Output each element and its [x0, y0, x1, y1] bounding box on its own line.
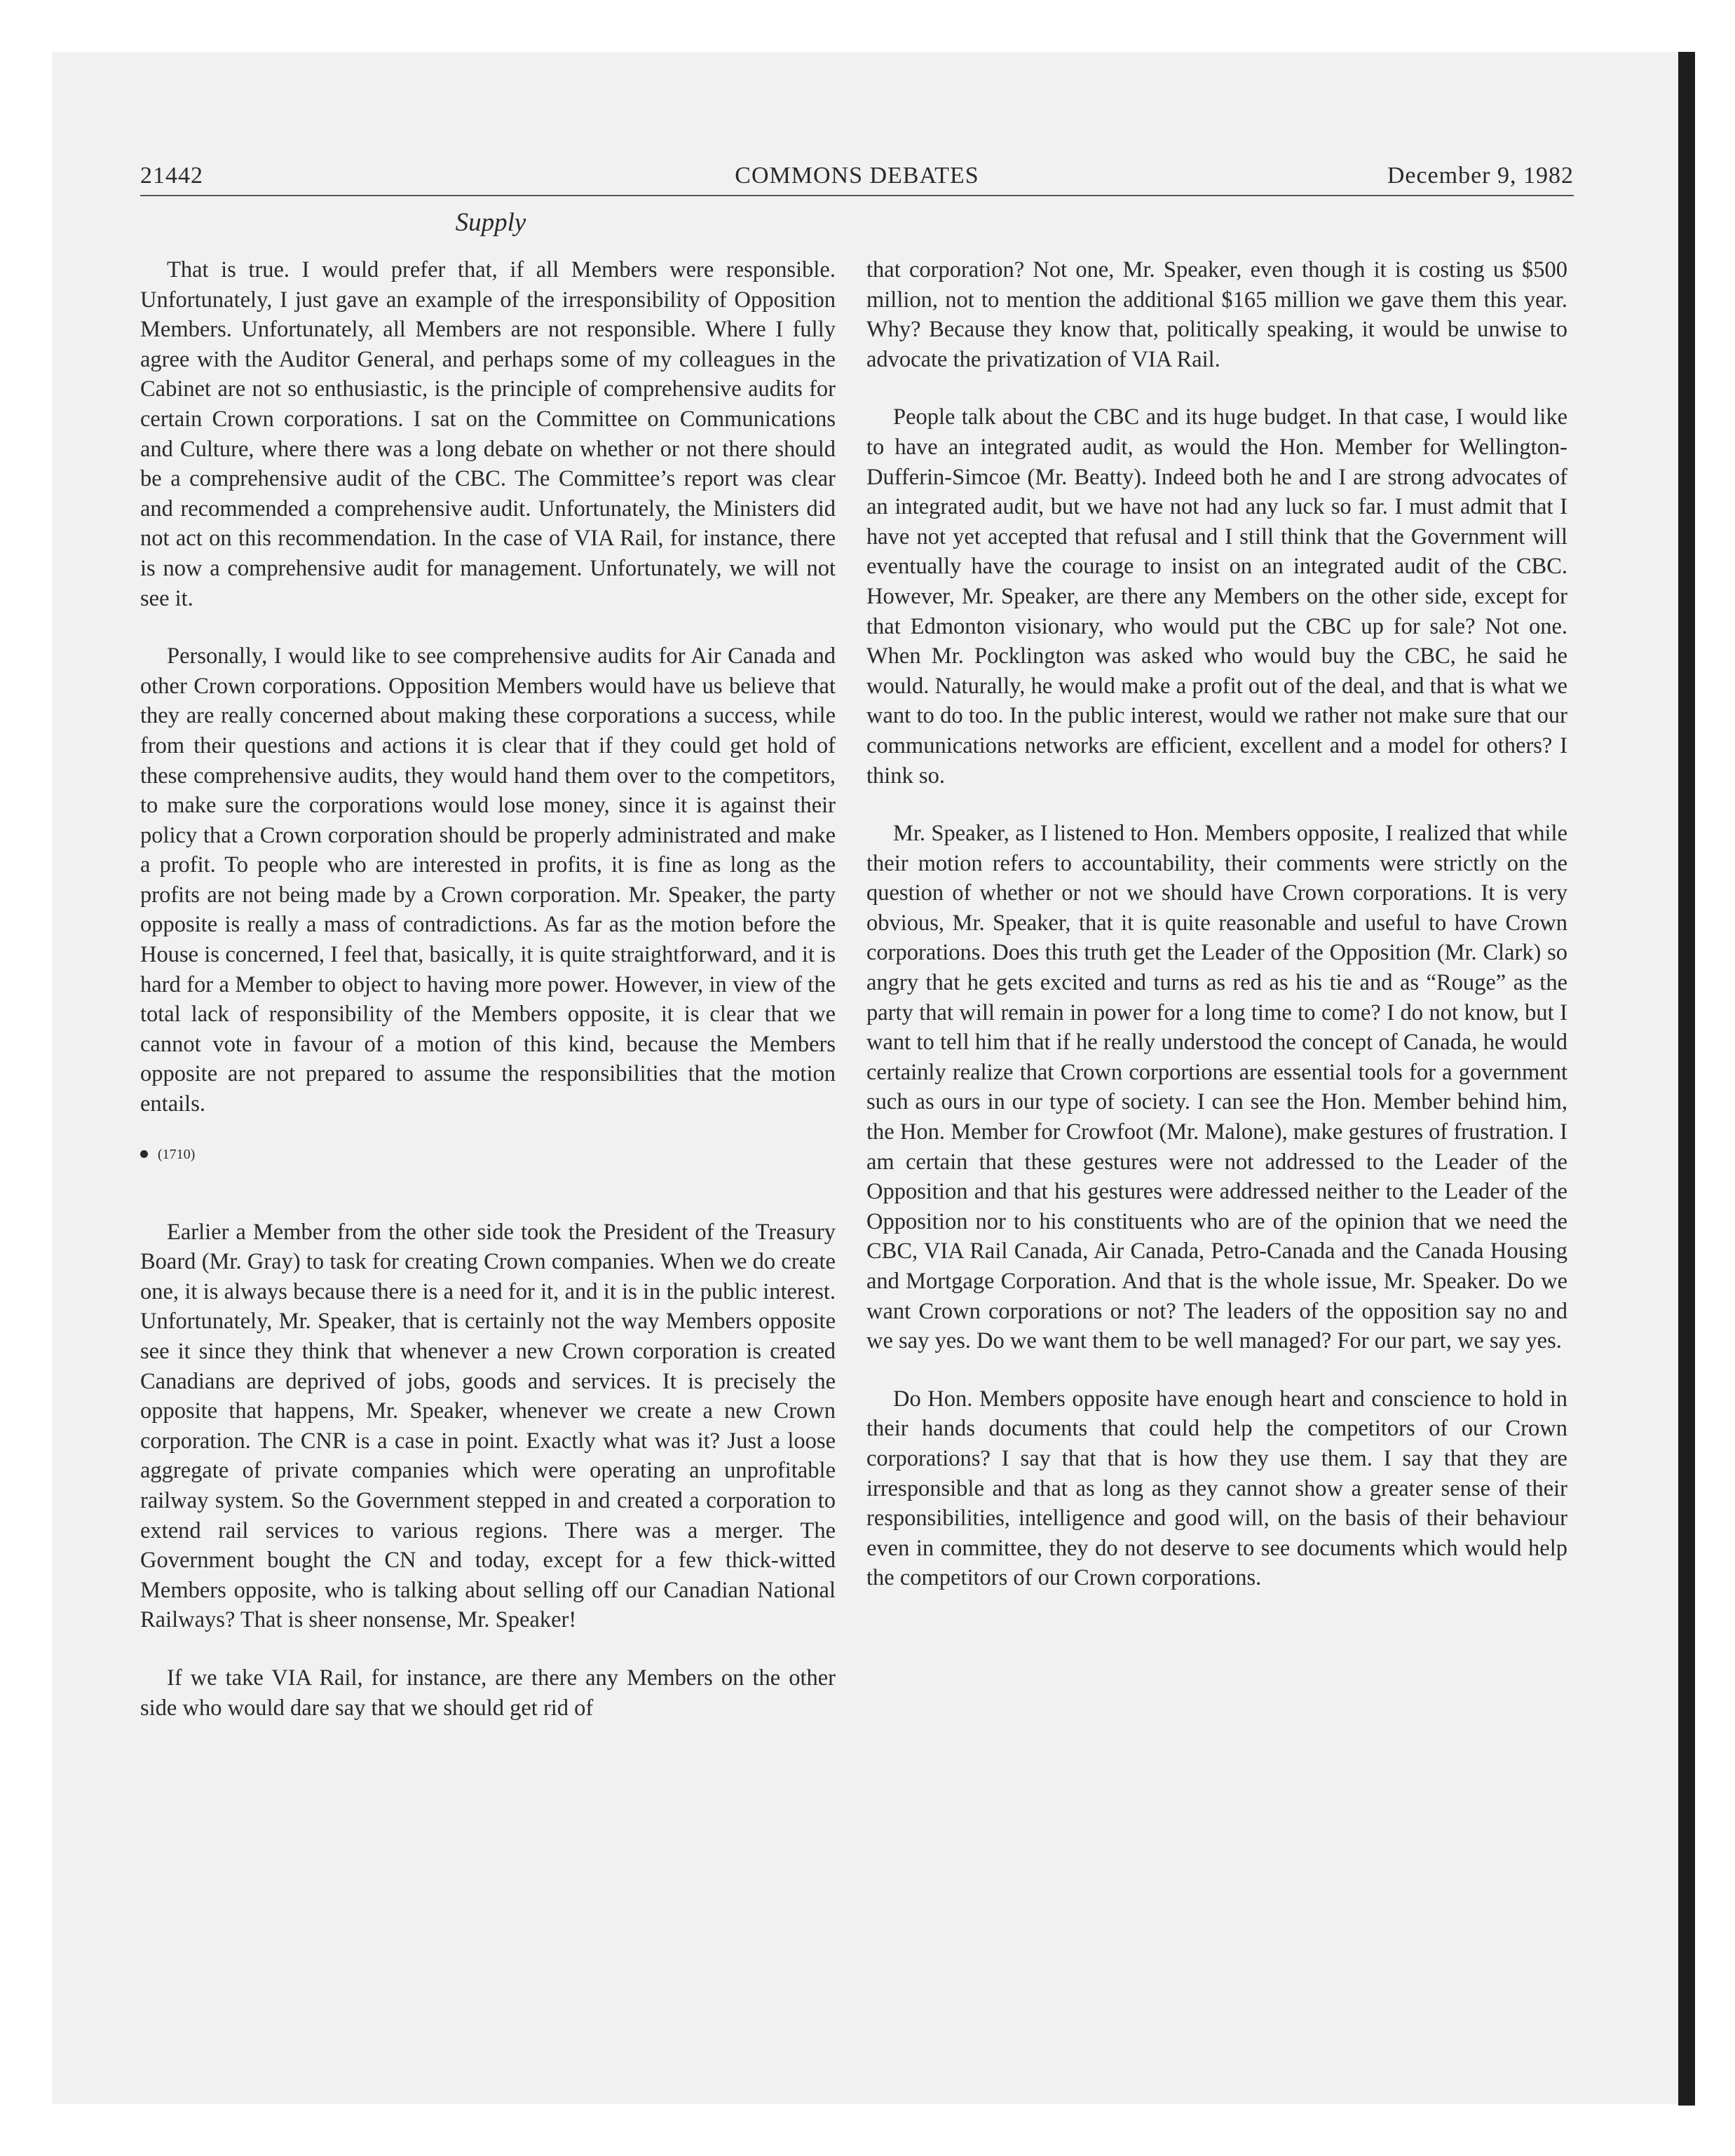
paragraph: Do Hon. Members opposite have enough heart and conscience to hold in their hands documents that could help the competitors of our Crown corporations? I say that that is how they use them. I say that they are irresponsible and that as long as they cannot show a greater sense of their responsibilities, intelligence and good will, on the basis of their behaviour even in committee, they do not deserve to see documents which would help the competitors of our Crown corporations. [866, 1386, 1567, 1591]
paragraph: Personally, I would like to see comprehensive audits for Air Canada and other Crown corporations. Opposition Members would have us believe that they are really concerned about making these corporations a success, while from their questions and actions it is clear that if they could get hold of these comprehensive audits, they would hand them over to the competitors, to make sure the corporations would lose money, since it is against their policy that a Crown corporation should be properly administrated and make a profit. To people who are interested in profits, it is fine as long as the profits are not being made by a Crown corporation. Mr. Speaker, the party opposite is really a mass of contradictions. As far as the motion before the House is concerned, I feel that, basically, it is quite straightforward, and it is hard for a Member to object to having more power. However, in view of the total lack of responsibility of the Members opposite, it is clear that we cannot vote in favour of a motion of this kind, because the Members opposite are not prepared to assume the responsibilities that the motion entails. [140, 643, 836, 1117]
section-title: Supply [455, 208, 526, 237]
publication-title: COMMONS DEBATES [735, 163, 979, 189]
publication-date: December 9, 1982 [1387, 163, 1574, 189]
paragraph: People talk about the CBC and its huge budget. In that case, I would like to have an integrated audit, as would the Hon. Member for Wellington-Dufferin-Simcoe (Mr. Beatty). Indeed both he and I are strong advocates of an integrated audit, but we have not had any luck so far. I must admit that I have not yet accepted that refusal and I still think that the Government will eventually have the courage to insist on an integrated audit of the CBC. However, Mr. Speaker, are there any Members on the other side, except for that Edmonton visionary, who would put the CBC up for sale? Not one. When Mr. Pocklington was asked who would buy the CBC, he said he would. Naturally, he would make a profit out of the deal, and that is what we want to do too. In the public interest, would we rather not make sure that our communications networks are efficient, excellent and a model for others? I think so. [866, 404, 1567, 789]
paragraph: Earlier a Member from the other side took the President of the Treasury Board (Mr. Gray) to task for creating Crown companies. When we do create one, it is always because there is a need for it, and it is in the public interest. Unfortunately, Mr. Speaker, that is certainly not the way Members opposite see it since they think that whenever a new Crown corporation is created Canadians are deprived of jobs, goods and services. It is precisely the opposite that happens, Mr. Speaker, whenever we create a new Crown corporation. The CNR is a case in point. Exactly what was it? Just a loose aggregate of private companies which were operating an unprofitable railway system. So the Government stepped in and created a corporation to extend rail services to various regions. There was a merger. The Government bought the CN and today, except for a few thick-witted Members opposite, who is talking about selling off our Canadian National Railways? That is sheer nonsense, Mr. Speaker! [140, 1219, 836, 1633]
right-column [866, 255, 1567, 1593]
timestamp: (1710) [158, 1146, 196, 1162]
paragraph: If we take VIA Rail, for instance, are there any Members on the other side who would dare say that we should get rid of [140, 1665, 836, 1721]
page-header [140, 160, 1574, 196]
paragraph: Mr. Speaker, as I listened to Hon. Members opposite, I realized that while their motion refers to accountability, their comments were strictly on the question of whether or not we should have Crown corporations. It is very obvious, Mr. Speaker, that it is quite reasonable and useful to have Crown corporations. Does this truth get the Leader of the Opposition (Mr. Clark) so angry that he gets excited and turns as red as his tie and as “Rouge” as the party that will remain in power for a long time to come? I do not know, but I want to tell him that if he really understood the concept of Canada, he would certainly realize that Crown corportions are essential tools for a government such as ours in our type of society. I can see the Hon. Member behind him, the Hon. Member for Crowfoot (Mr. Malone), make gestures of frustration. I am certain that these gestures were not addressed to the Leader of the Opposition and that his gestures were addressed neither to the Leader of the Opposition nor to his constituents who are of the opinion that we need the CBC, VIA Rail Canada, Air Canada, Petro-Canada and the Canada Housing and Mortgage Corporation. And that is the whole issue, Mr. Speaker. Do we want Crown corporations or not? The leaders of the opposition say no and we say yes. Do we want them to be well managed? For our part, we say yes. [866, 821, 1567, 1354]
page-edge-shadow [1678, 52, 1695, 2106]
paragraph-continued: that corporation? Not one, Mr. Speaker, even though it is costing us $500 million, not to mention the additional $165 million we gave them this year. Why? Because they know that, politically speaking, it would be unwise to advocate the privatization of VIA Rail. [866, 257, 1567, 372]
left-column [140, 255, 836, 1723]
timestamp-marker [140, 1146, 836, 1163]
bullet-icon [140, 1150, 148, 1158]
page-number: 21442 [140, 163, 203, 189]
paragraph: That is true. I would prefer that, if all Members were responsible. Unfortunately, I just gave an example of the irresponsibility of Opposition Members. Unfortunately, all Members are not responsible. Where I fully agree with the Auditor General, and perhaps some of my colleagues in the Cabinet are not so enthusiastic, is the principle of comprehensive audits for certain Crown corporations. I sat on the Committee on Communications and Culture, where there was a long debate on whether or not there should be a comprehensive audit of the CBC. The Committee’s report was clear and recommended a comprehensive audit. Unfortunately, the Ministers did not act on this recommendation. In the case of VIA Rail, for instance, there is now a comprehensive audit for management. Unfortunately, we will not see it. [140, 257, 836, 611]
